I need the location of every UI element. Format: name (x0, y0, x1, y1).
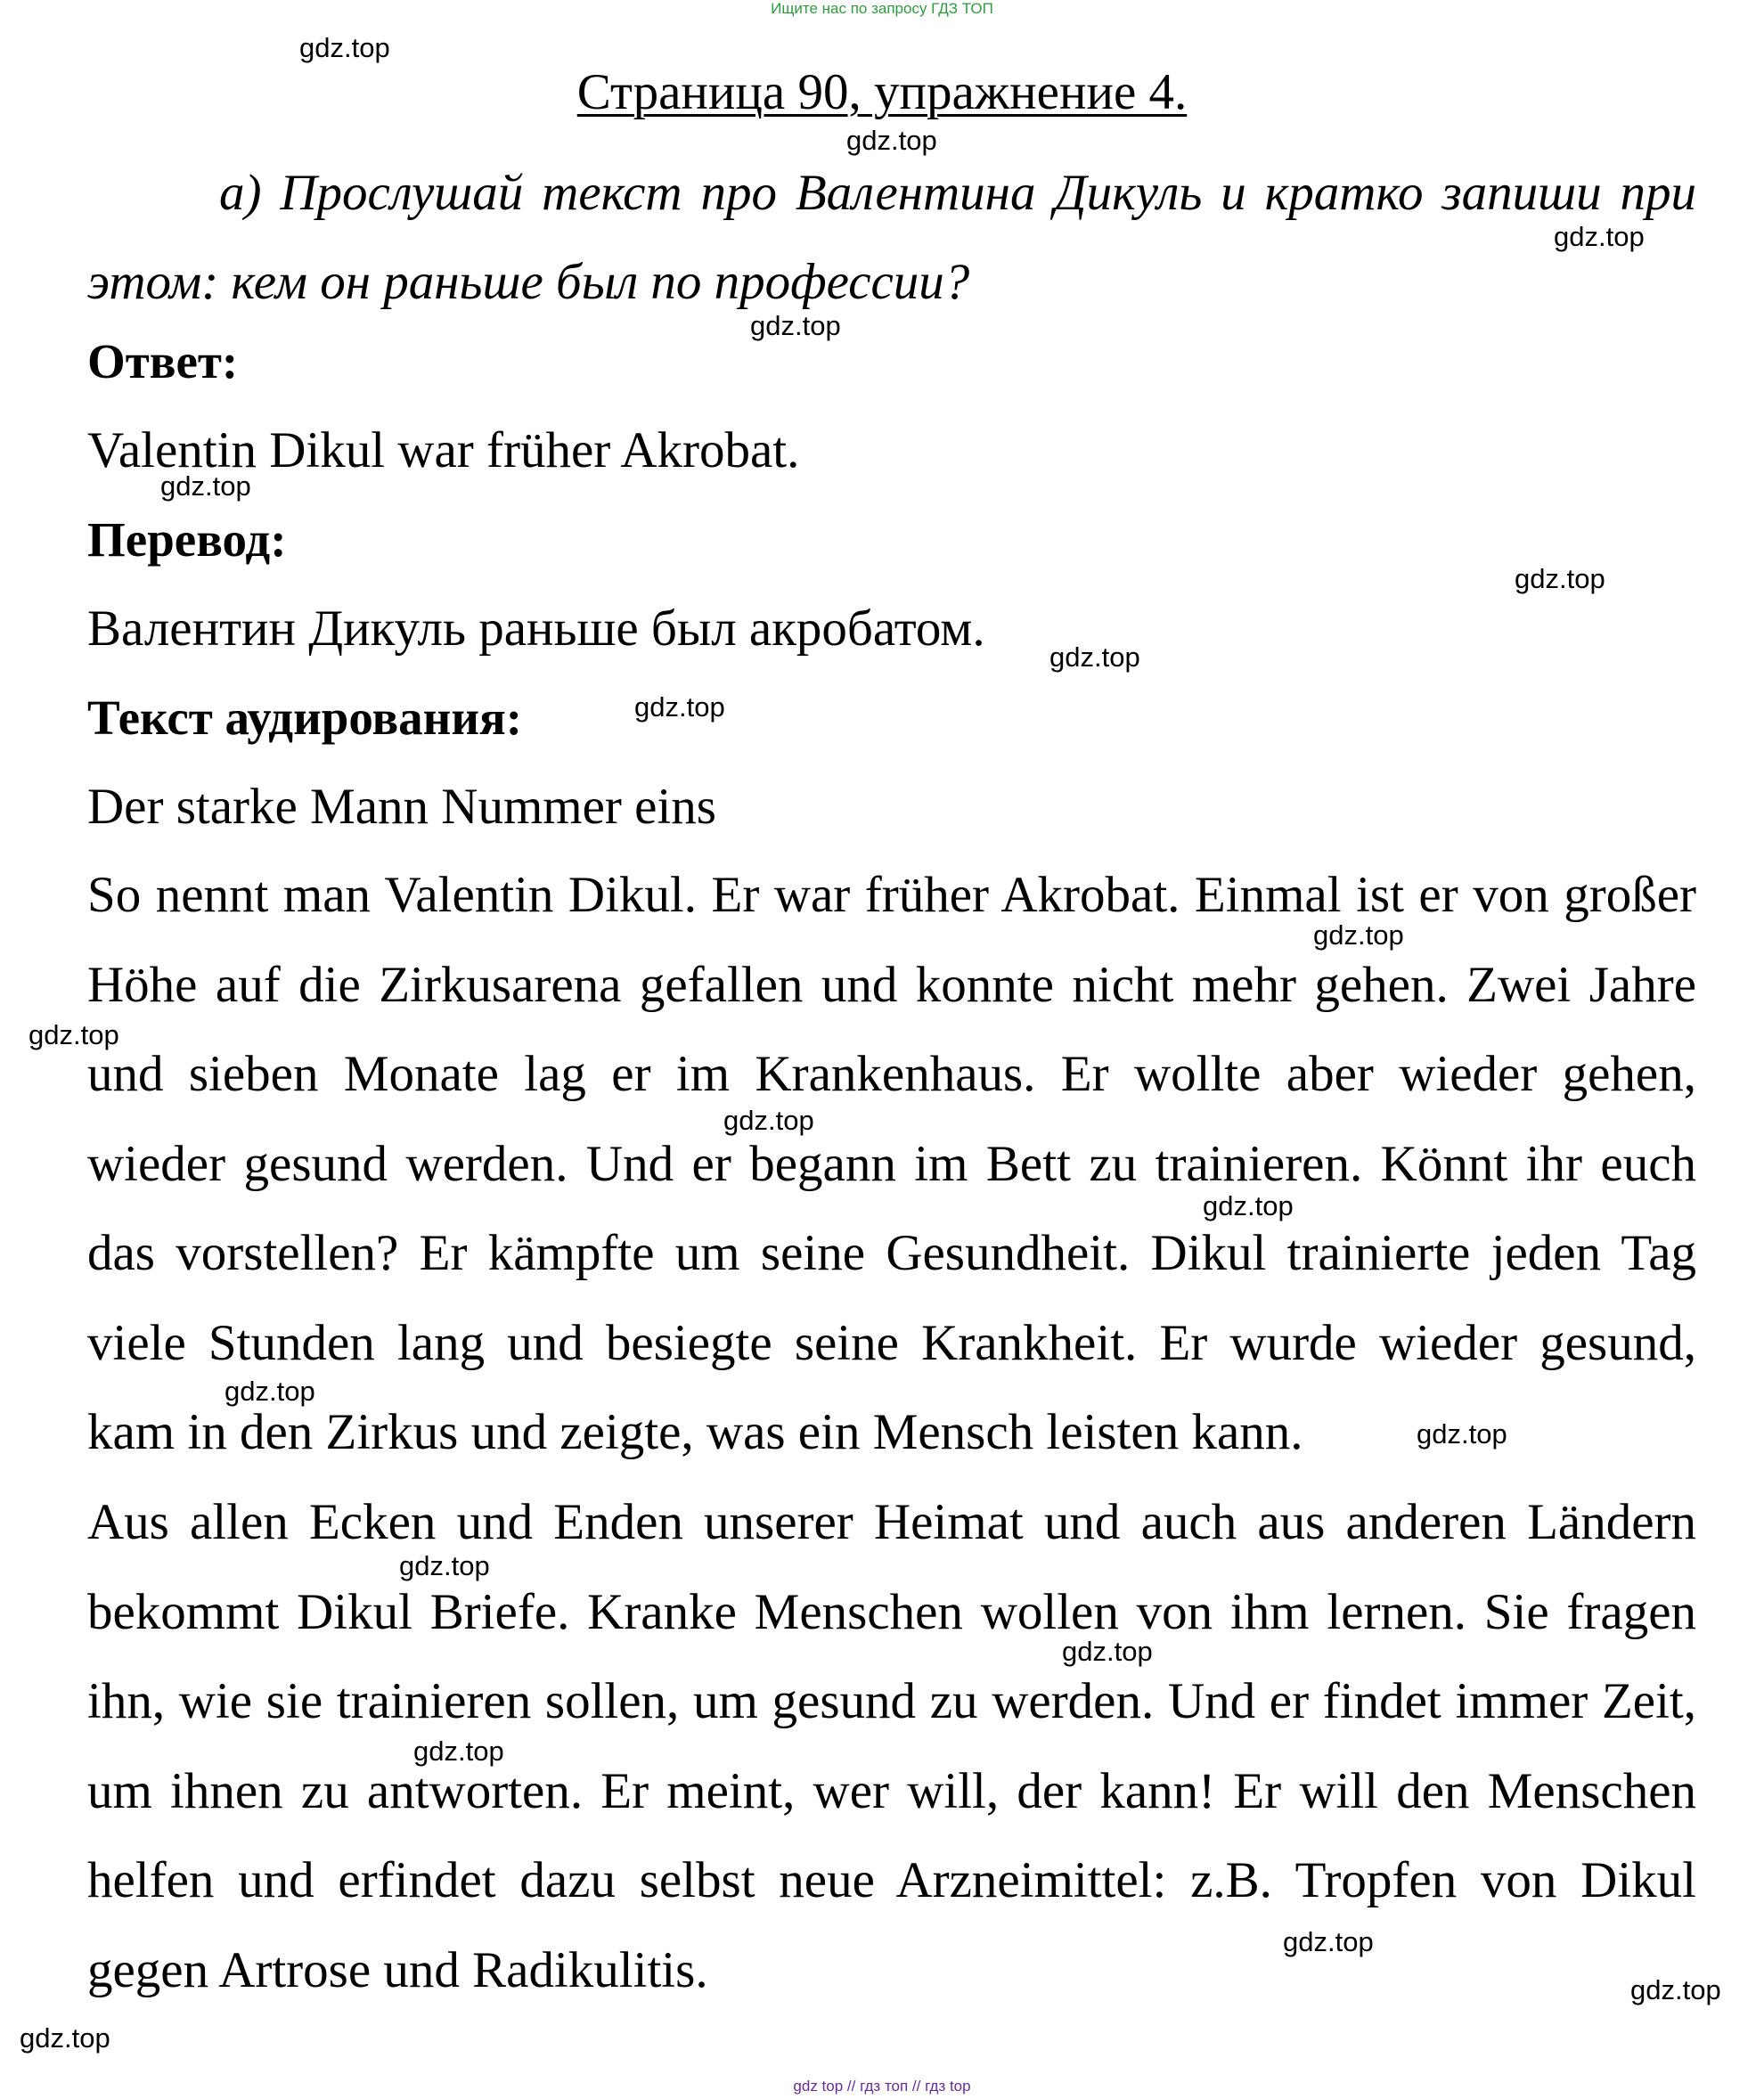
watermark: gdz.top (1554, 221, 1645, 252)
watermark: gdz.top (1417, 1418, 1507, 1450)
watermark: gdz.top (1049, 641, 1140, 673)
watermark: gdz.top (1630, 1974, 1721, 2005)
watermark: gdz.top (1515, 563, 1605, 594)
listening-heading: Der starke Mann Nummer eins (87, 779, 716, 835)
watermark: gdz.top (1203, 1190, 1294, 1221)
watermark: gdz.top (846, 125, 937, 156)
watermark: gdz.top (1062, 1636, 1153, 1667)
watermark: gdz.top (399, 1550, 490, 1581)
task-text: а) Прослушай текст про Валентина Дикуль и кратко запиши при этом: кем он раньше был по профессии? (87, 165, 1696, 310)
watermark: gdz.top (413, 1736, 504, 1767)
watermark: gdz.top (634, 691, 725, 723)
footer-banner: gdz top // гдз топ // гдз top (793, 2078, 971, 2095)
answer-label: Ответ: (87, 334, 239, 388)
watermark: gdz.top (1283, 1926, 1374, 1957)
watermark: gdz.top (299, 32, 390, 63)
answer-text: Valentin Dikul war früher Akrobat. (87, 422, 800, 478)
listening-label: Текст аудирования: (87, 690, 523, 745)
page-title: Страница 90, упражнение 4. (576, 64, 1188, 120)
translation-label: Перевод: (87, 512, 287, 567)
watermark: gdz.top (160, 470, 251, 502)
watermark: gdz.top (20, 2022, 110, 2054)
watermark: gdz.top (723, 1105, 814, 1136)
listening-paragraph-2: Aus allen Ecken und Enden unserer Heimat und auch aus anderen Ländern bekommt Dikul Briefe. Kranke Menschen wollen von ihm lernen. Sie fragen ihn, wie sie trainieren sollen, um gesund zu werden. Und er findet immer Zeit, um ihnen zu antworten. Er meint, wer will, der kann! Er will den Menschen helfen und erfindet dazu selbst neue Arzneimittel: z.B. Tropfen von Dikul gegen Artrose und Radikulitis. (87, 1494, 1696, 1998)
watermark: gdz.top (750, 310, 841, 341)
watermark: gdz.top (225, 1376, 315, 1407)
search-banner: Ищите нас по запросу ГДЗ ТОП (771, 0, 993, 17)
listening-paragraph-1: So nennt man Valentin Dikul. Er war früher Akrobat. Einmal ist er von großer Höhe auf die Zirkusarena gefallen und konnte nicht mehr gehen. Zwei Jahre und sieben Monate lag er im Krankenhaus. Er wollte aber wieder gehen, wieder gesund werden. Und er begann im Bett zu trainieren. Könnt ihr euch das vorstellen? Er kämpfte um seine Gesundheit. Dikul trainierte jeden Tag viele Stunden lang und besiegte seine Krankheit. Er wurde wieder gesund, kam in den Zirkus und zeigte, was ein Mensch leisten kann. (87, 867, 1696, 1460)
watermark: gdz.top (29, 1019, 119, 1050)
watermark: gdz.top (1313, 919, 1404, 951)
translation-text: Валентин Дикуль раньше был акробатом. (87, 600, 985, 657)
